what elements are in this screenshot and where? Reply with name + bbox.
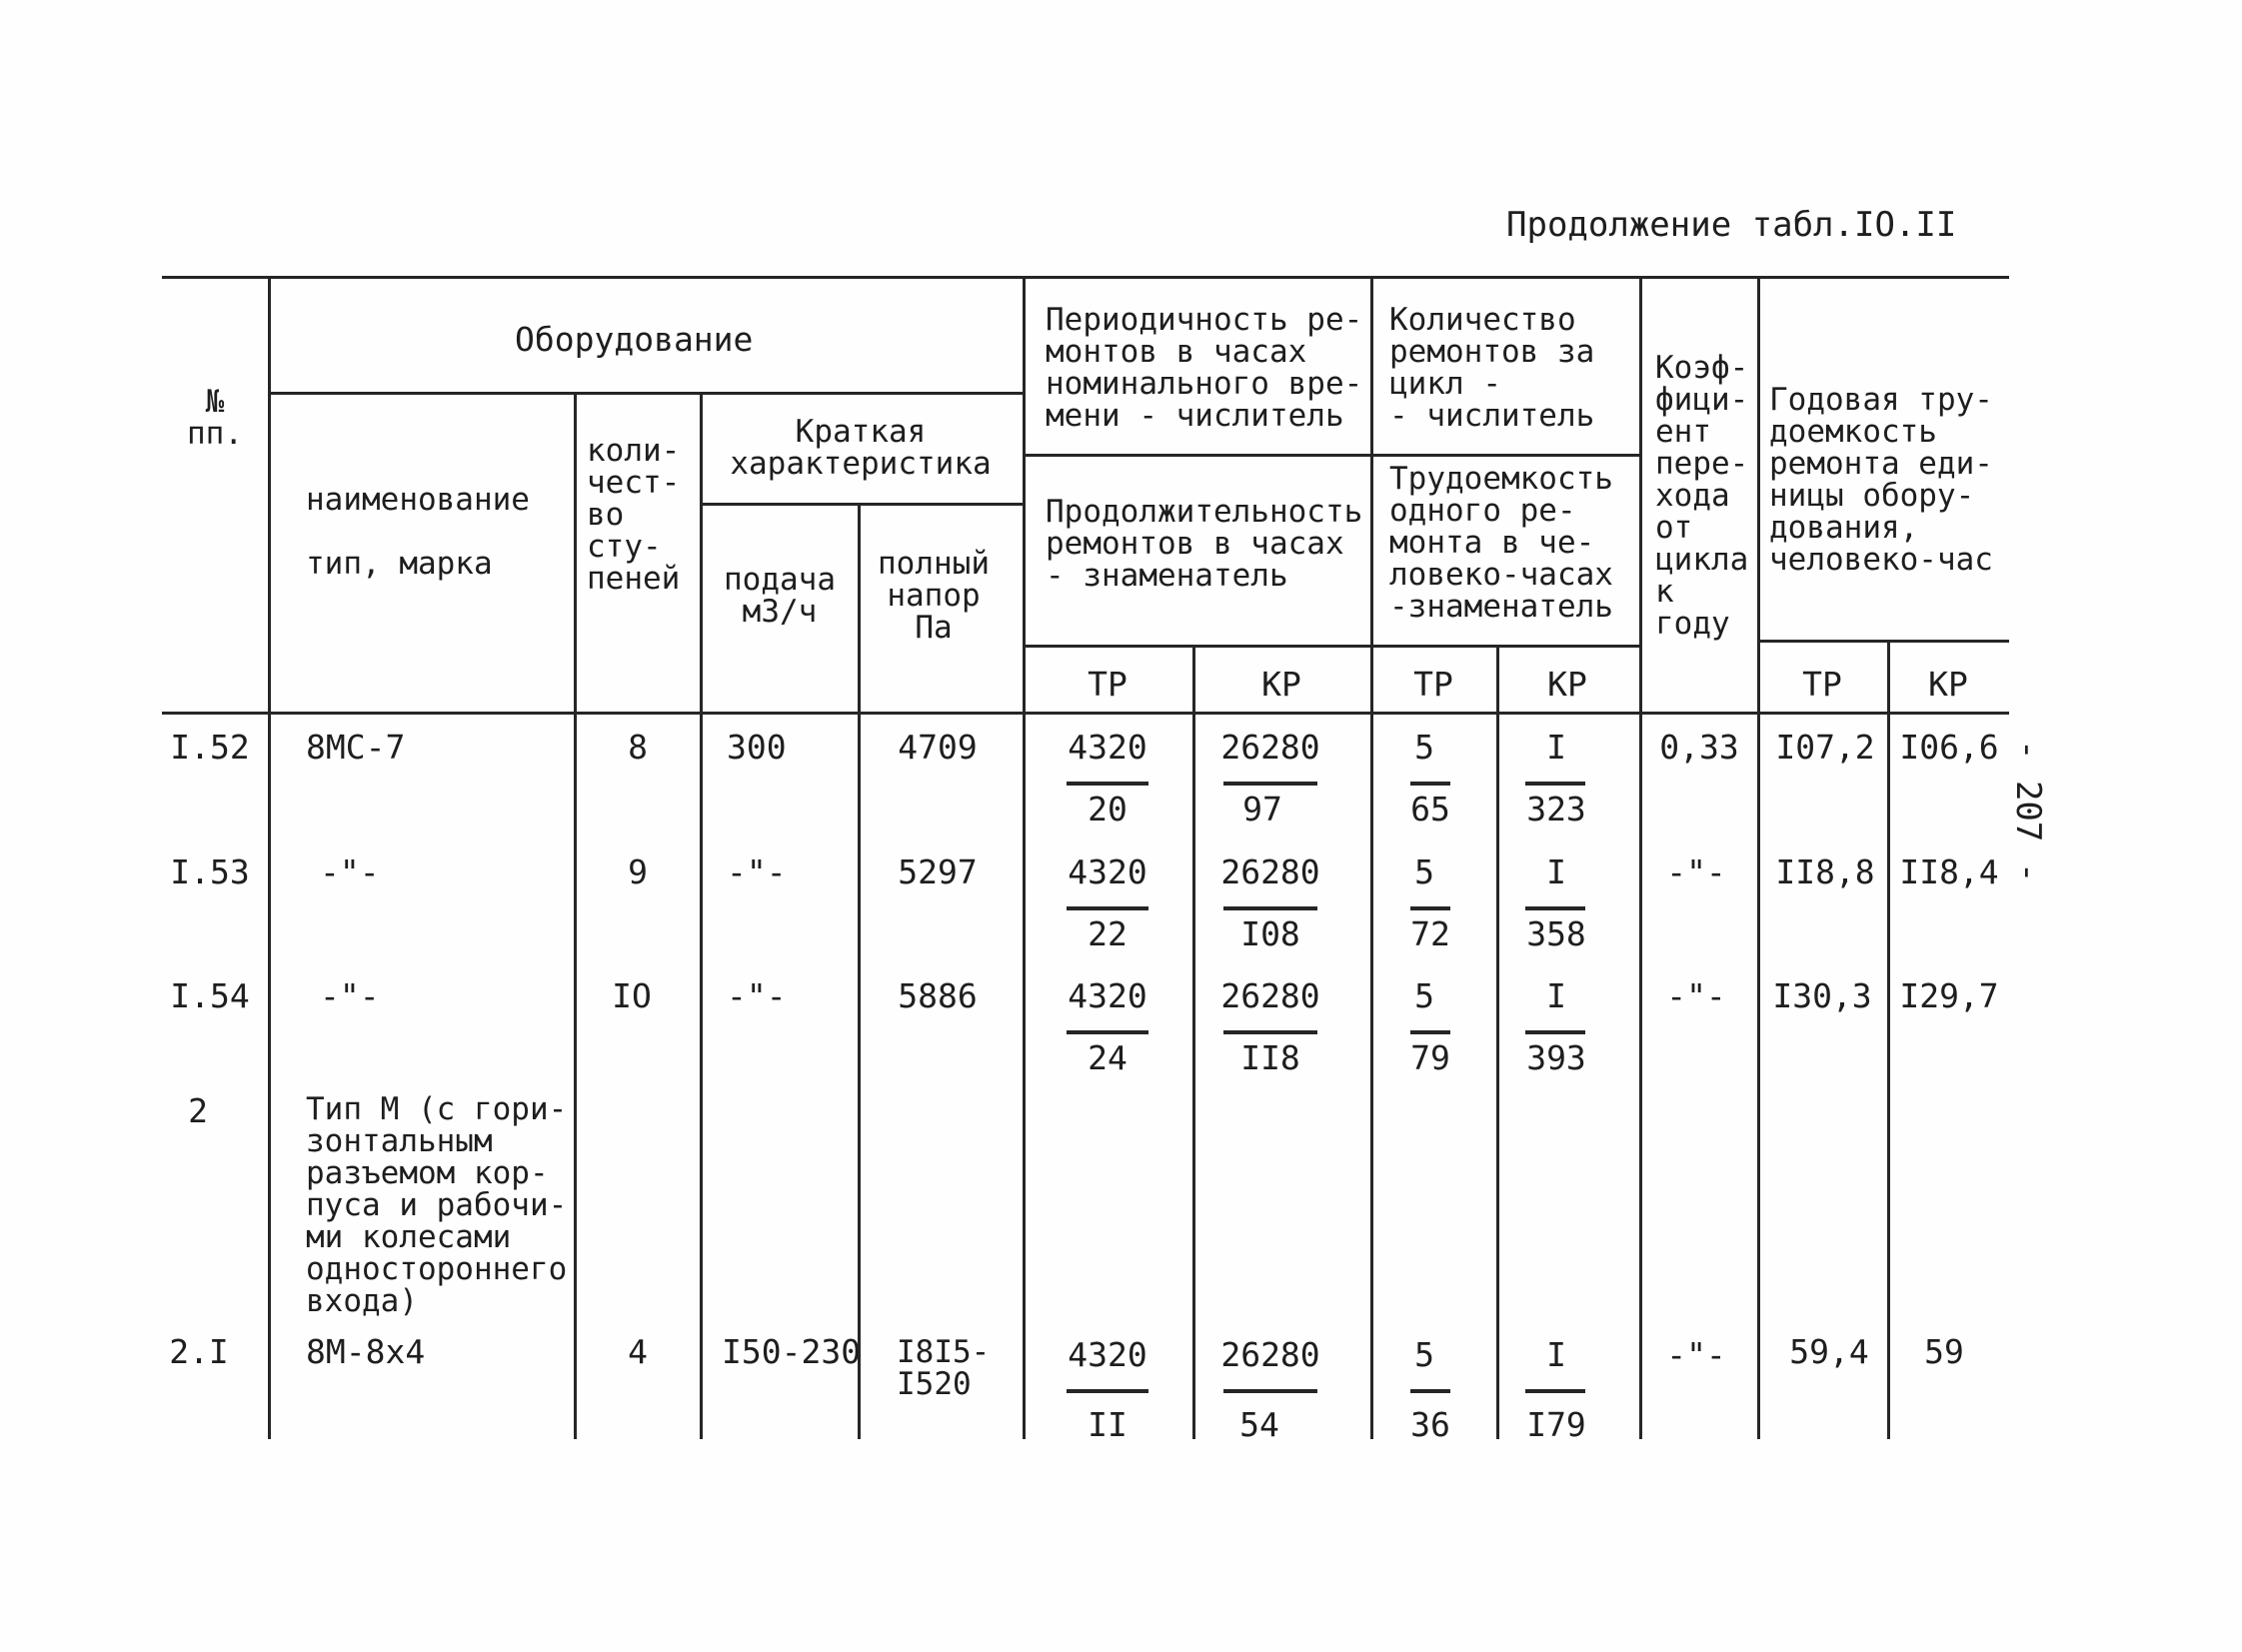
- row-feed: -"-: [727, 976, 787, 1015]
- header-coefficient: Коэф- фици- ент пере- хода от цикла к году: [1655, 350, 1749, 642]
- row-per-tr-num: 4320: [1068, 976, 1147, 1015]
- row-per-tr-num: 4320: [1068, 1335, 1147, 1374]
- header-ann-kr: КР: [1928, 665, 1968, 704]
- header-periodicity: Периодичность ре- монтов в часах номинального вре- мени - числитель: [1046, 302, 1363, 434]
- row-coefficient: -"-: [1666, 976, 1726, 1015]
- row-head: 4709: [898, 728, 978, 767]
- row-per-kr-den: II8: [1240, 1038, 1300, 1077]
- header-labor: Трудоемкость одного ре- монта в че- ловеко-часах -знаменатель: [1389, 461, 1613, 625]
- row-cnt-kr-num: I: [1546, 852, 1566, 891]
- row-per-tr-num: 4320: [1068, 728, 1147, 767]
- row-ann-tr: 59,4: [1789, 1332, 1869, 1371]
- row-head: I8I5- I520: [897, 1334, 991, 1402]
- row-per-kr-den: 97: [1242, 790, 1282, 828]
- row-feed: I50-230: [722, 1332, 862, 1371]
- header-brief: Краткая характеристика: [730, 414, 992, 482]
- header-per-kr: КР: [1261, 665, 1301, 704]
- header-ann-tr: ТР: [1802, 665, 1842, 704]
- row-name: -"-: [320, 852, 380, 891]
- row-feed: -"-: [727, 852, 787, 891]
- row-number: 2: [188, 1091, 208, 1130]
- row-per-tr-den: 24: [1088, 1038, 1127, 1077]
- row-per-kr-den: I08: [1240, 914, 1300, 953]
- row-per-tr-den: 20: [1088, 790, 1127, 828]
- row-cnt-tr-den: 79: [1410, 1038, 1450, 1077]
- row-per-tr-den: 22: [1088, 914, 1127, 953]
- page-number: - 207 -: [2008, 740, 2048, 883]
- header-name: наименование тип, марка: [306, 482, 530, 582]
- row-coefficient: -"-: [1666, 1335, 1726, 1374]
- row-cnt-kr-den: 358: [1526, 914, 1586, 953]
- row-coefficient: -"-: [1666, 852, 1726, 891]
- row-ann-tr: I30,3: [1772, 976, 1872, 1015]
- row-ann-kr: 59: [1924, 1332, 1964, 1371]
- row-name: -"-: [320, 976, 380, 1015]
- row-per-kr-den: 54: [1239, 1405, 1279, 1444]
- header-feed: подача м3/ч: [724, 562, 836, 630]
- row-number: I.53: [170, 852, 250, 891]
- header-per-tr: ТР: [1088, 665, 1127, 704]
- row-head: 5886: [898, 976, 978, 1015]
- row-ann-kr: I06,6: [1899, 728, 1999, 767]
- row-per-tr-den: II: [1088, 1405, 1127, 1444]
- row-cnt-kr-den: 393: [1526, 1038, 1586, 1077]
- row-cnt-tr-num: 5: [1414, 1335, 1434, 1374]
- row-cnt-kr-num: I: [1546, 1335, 1566, 1374]
- row-feed: 300: [727, 728, 787, 767]
- header-stages: коли- чест- во сту- пеней: [587, 433, 681, 597]
- row-cnt-kr-den: 323: [1526, 790, 1586, 828]
- header-cnt-kr: КР: [1547, 665, 1587, 704]
- row-cnt-tr-den: 36: [1410, 1405, 1450, 1444]
- row-head: 5297: [898, 852, 978, 891]
- row-number: 2.I: [169, 1332, 229, 1371]
- row-cnt-tr-den: 72: [1410, 914, 1450, 953]
- row-ann-tr: I07,2: [1775, 728, 1875, 767]
- row-cnt-kr-num: I: [1546, 728, 1566, 767]
- row-stages: IO: [612, 976, 652, 1015]
- row-per-kr-num: 26280: [1220, 1335, 1320, 1374]
- row-stages: 8: [628, 728, 648, 767]
- row-per-kr-num: 26280: [1220, 976, 1320, 1015]
- row-ann-tr: II8,8: [1775, 852, 1875, 891]
- row-cnt-tr-den: 65: [1410, 790, 1450, 828]
- row-number: I.52: [170, 728, 250, 767]
- row-coefficient: 0,33: [1659, 728, 1739, 767]
- row-per-kr-num: 26280: [1220, 728, 1320, 767]
- row-cnt-tr-num: 5: [1414, 976, 1434, 1015]
- header-head: полный напор Па: [878, 546, 990, 646]
- row-cnt-tr-num: 5: [1414, 852, 1434, 891]
- header-duration: Продолжительность ремонтов в часах - знаменатель: [1046, 494, 1363, 594]
- header-count: Количество ремонтов за цикл - - числитель: [1389, 302, 1595, 434]
- row-cnt-kr-num: I: [1546, 976, 1566, 1015]
- header-cnt-tr: ТР: [1413, 665, 1453, 704]
- row-name: 8МС-7: [306, 728, 406, 767]
- table-caption: Продолжение табл.IO.II: [1506, 205, 1957, 245]
- row-cnt-kr-den: I79: [1526, 1405, 1586, 1444]
- row-cnt-tr-num: 5: [1414, 728, 1434, 767]
- row-ann-kr: I29,7: [1899, 976, 1999, 1015]
- row-ann-kr: II8,4: [1899, 852, 1999, 891]
- row-stages: 9: [628, 852, 648, 891]
- header-annual: Годовая тру- доемкость ремонта еди- ницы обору- дования, человеко-час: [1769, 382, 1993, 578]
- row-name: Тип М (с гори- зонтальным разъемом кор- пуса и рабочи- ми колесами одностороннего входа): [306, 1091, 568, 1319]
- header-equipment: Оборудование: [515, 320, 754, 359]
- row-number: I.54: [170, 976, 250, 1015]
- row-stages: 4: [628, 1332, 648, 1371]
- row-per-tr-num: 4320: [1068, 852, 1147, 891]
- row-name: 8М-8х4: [306, 1332, 426, 1371]
- header-number: № пп.: [187, 384, 243, 452]
- row-per-kr-num: 26280: [1220, 852, 1320, 891]
